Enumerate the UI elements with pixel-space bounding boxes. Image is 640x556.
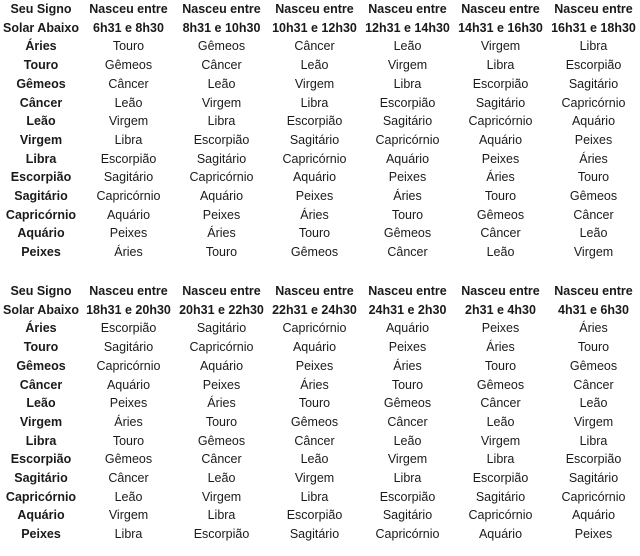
ascendant-cell: Virgem bbox=[480, 39, 521, 54]
header-sign-label: Seu Signo bbox=[10, 284, 72, 298]
ascendant-cell: Aquário bbox=[385, 151, 430, 166]
table-row bbox=[0, 432, 640, 451]
table-row bbox=[0, 131, 640, 150]
ascendant-cell: Sagitário bbox=[568, 471, 619, 486]
ascendant-cell: Áries bbox=[579, 321, 608, 336]
header-prefix: Nasceu entre bbox=[182, 2, 261, 16]
header-prefix: Nasceu entre bbox=[275, 284, 354, 298]
ascendant-cell: Capricórnio bbox=[282, 321, 347, 336]
ascendant-cell: Aquário bbox=[106, 377, 151, 392]
header-prefix: Nasceu entre bbox=[368, 2, 447, 16]
ascendant-cell: Áries bbox=[207, 396, 236, 411]
ascendant-cell: Aquário bbox=[571, 114, 616, 129]
ascendant-cell: Libra bbox=[207, 114, 236, 129]
header-row-1 bbox=[0, 282, 640, 301]
header-prefix: Nasceu entre bbox=[89, 284, 168, 298]
ascendant-cell: Gêmeos bbox=[383, 396, 432, 411]
ascendant-cell: Câncer bbox=[480, 226, 521, 241]
header-prefix: Nasceu entre bbox=[461, 284, 540, 298]
table-row bbox=[0, 56, 640, 75]
ascendant-cell: Escorpião bbox=[100, 151, 157, 166]
ascendant-cell: Escorpião bbox=[286, 114, 343, 129]
header-row-2 bbox=[0, 301, 640, 320]
ascendant-cell: Peixes bbox=[388, 170, 427, 185]
header-time-range: 8h31 e 10h30 bbox=[182, 20, 261, 35]
ascendant-cell: Aquário bbox=[106, 207, 151, 222]
ascendant-cell: Sagitário bbox=[568, 76, 619, 91]
ascendant-cell: Virgem bbox=[294, 76, 335, 91]
table-row bbox=[0, 168, 640, 187]
ascendant-cell: Touro bbox=[391, 207, 424, 222]
ascendant-cell: Leão bbox=[114, 489, 143, 504]
ascendant-cell: Touro bbox=[484, 358, 517, 373]
ascendant-cell: Virgem bbox=[201, 489, 242, 504]
ascendant-cell: Leão bbox=[579, 396, 608, 411]
ascendant-cell: Escorpião bbox=[193, 132, 250, 147]
ascendant-cell: Peixes bbox=[295, 189, 334, 204]
ascendant-cell: Libra bbox=[393, 76, 422, 91]
ascendant-cell: Gêmeos bbox=[197, 39, 246, 54]
ascendant-cell: Aquário bbox=[385, 321, 430, 336]
ascendant-cell: Gêmeos bbox=[290, 245, 339, 260]
ascendant-cell: Peixes bbox=[109, 226, 148, 241]
ascendant-cell: Escorpião bbox=[193, 527, 250, 542]
ascendant-cell: Câncer bbox=[573, 377, 614, 392]
ascendant-cell: Virgem bbox=[480, 433, 521, 448]
table-row bbox=[0, 338, 640, 357]
ascendant-cell: Leão bbox=[579, 226, 608, 241]
ascendant-cell: Leão bbox=[393, 39, 422, 54]
table-body-bottom bbox=[0, 319, 640, 543]
table-row bbox=[0, 206, 640, 225]
sun-sign-cell: Câncer bbox=[19, 95, 63, 110]
ascendant-cell: Leão bbox=[114, 95, 143, 110]
ascendant-cell: Touro bbox=[112, 433, 145, 448]
ascendant-cell: Peixes bbox=[202, 377, 241, 392]
ascendant-cell: Aquário bbox=[478, 132, 523, 147]
table-row bbox=[0, 243, 640, 262]
ascendant-cell: Peixes bbox=[574, 132, 613, 147]
ascendant-cell: Gêmeos bbox=[569, 189, 618, 204]
table-row bbox=[0, 187, 640, 206]
ascendant-cell: Virgem bbox=[387, 58, 428, 73]
ascendant-cell: Sagitário bbox=[382, 508, 433, 523]
ascendant-cell: Libra bbox=[486, 58, 515, 73]
sun-sign-cell: Capricórnio bbox=[5, 207, 77, 222]
ascendant-cell: Virgem bbox=[108, 114, 149, 129]
sun-sign-cell: Libra bbox=[25, 433, 57, 448]
ascendant-cell: Peixes bbox=[481, 321, 520, 336]
ascendant-cell: Capricórnio bbox=[96, 358, 161, 373]
table-row bbox=[0, 376, 640, 395]
ascendant-cell: Aquário bbox=[199, 358, 244, 373]
ascendant-cell: Libra bbox=[393, 471, 422, 486]
ascendant-cell: Câncer bbox=[480, 396, 521, 411]
ascendant-cell: Gêmeos bbox=[197, 433, 246, 448]
table-row bbox=[0, 394, 640, 413]
table-row bbox=[0, 37, 640, 56]
ascendant-cell: Sagitário bbox=[103, 340, 154, 355]
ascendant-cell: Câncer bbox=[201, 452, 242, 467]
ascendant-cell: Escorpião bbox=[565, 452, 622, 467]
table-row bbox=[0, 450, 640, 469]
ascendant-cell: Áries bbox=[486, 170, 515, 185]
ascendant-cell: Touro bbox=[298, 226, 331, 241]
ascendant-cell: Áries bbox=[207, 226, 236, 241]
ascendant-cell: Peixes bbox=[574, 527, 613, 542]
sun-sign-cell: Áries bbox=[25, 321, 57, 336]
ascendant-cell: Libra bbox=[300, 489, 329, 504]
sun-sign-cell: Sagitário bbox=[14, 471, 68, 486]
ascendant-cell: Câncer bbox=[294, 433, 335, 448]
ascendant-cell: Virgem bbox=[573, 414, 614, 429]
ascendant-cell: Gêmeos bbox=[104, 452, 153, 467]
ascendant-cell: Áries bbox=[579, 151, 608, 166]
sun-sign-cell: Peixes bbox=[21, 245, 61, 260]
header-time-range: 10h31 e 12h30 bbox=[272, 20, 357, 35]
ascendant-cell: Libra bbox=[579, 39, 608, 54]
ascendant-cell: Peixes bbox=[202, 207, 241, 222]
ascendant-cell: Touro bbox=[577, 170, 610, 185]
header-time-range: 2h31 e 4h30 bbox=[465, 302, 536, 317]
ascendant-cell: Leão bbox=[300, 452, 329, 467]
ascendant-cell: Libra bbox=[486, 452, 515, 467]
ascendant-cell: Leão bbox=[393, 433, 422, 448]
ascendant-table-bottom bbox=[0, 282, 640, 544]
ascendant-cell: Sagitário bbox=[196, 321, 247, 336]
header-sign-sublabel: Solar Abaixo bbox=[3, 302, 79, 317]
ascendant-cell: Virgem bbox=[387, 452, 428, 467]
ascendant-cell: Capricórnio bbox=[561, 489, 626, 504]
ascendant-cell: Câncer bbox=[294, 39, 335, 54]
sun-sign-cell: Escorpião bbox=[10, 170, 72, 185]
table-row bbox=[0, 94, 640, 113]
ascendant-cell: Capricórnio bbox=[96, 189, 161, 204]
ascendant-cell: Câncer bbox=[387, 414, 428, 429]
header-time-range: 16h31 e 18h30 bbox=[551, 20, 636, 35]
header-prefix: Nasceu entre bbox=[554, 2, 633, 16]
sun-sign-cell: Touro bbox=[23, 58, 59, 73]
ascendant-cell: Sagitário bbox=[103, 170, 154, 185]
ascendant-cell: Gêmeos bbox=[383, 226, 432, 241]
ascendant-cell: Capricórnio bbox=[468, 508, 533, 523]
table-row bbox=[0, 469, 640, 488]
sun-sign-cell: Capricórnio bbox=[5, 489, 77, 504]
ascendant-cell: Touro bbox=[112, 39, 145, 54]
ascendant-cell: Aquário bbox=[292, 170, 337, 185]
ascendant-cell: Virgem bbox=[294, 471, 335, 486]
ascendant-cell: Câncer bbox=[573, 207, 614, 222]
table-row bbox=[0, 357, 640, 376]
ascendant-cell: Leão bbox=[486, 414, 515, 429]
ascendant-cell: Leão bbox=[207, 76, 236, 91]
ascendant-cell: Escorpião bbox=[286, 508, 343, 523]
header-time-range: 20h31 e 22h30 bbox=[179, 302, 264, 317]
table-body-top bbox=[0, 37, 640, 261]
ascendant-cell: Escorpião bbox=[472, 471, 529, 486]
table-row bbox=[0, 506, 640, 525]
sun-sign-cell: Aquário bbox=[17, 226, 65, 241]
ascendant-cell: Touro bbox=[484, 189, 517, 204]
ascendant-cell: Capricórnio bbox=[189, 170, 254, 185]
ascendant-cell: Peixes bbox=[388, 340, 427, 355]
header-prefix: Nasceu entre bbox=[275, 2, 354, 16]
table-row bbox=[0, 75, 640, 94]
header-time-range: 24h31 e 2h30 bbox=[368, 302, 447, 317]
ascendant-cell: Capricórnio bbox=[189, 340, 254, 355]
sun-sign-cell: Aquário bbox=[17, 508, 65, 523]
header-time-range: 18h31 e 20h30 bbox=[86, 302, 171, 317]
ascendant-cell: Áries bbox=[114, 245, 143, 260]
ascendant-cell: Libra bbox=[579, 433, 608, 448]
ascendant-cell: Capricórnio bbox=[375, 132, 440, 147]
ascendant-cell: Virgem bbox=[201, 95, 242, 110]
header-row-1 bbox=[0, 0, 640, 19]
ascendant-cell: Escorpião bbox=[379, 95, 436, 110]
ascendant-cell: Escorpião bbox=[565, 58, 622, 73]
ascendant-cell: Escorpião bbox=[472, 76, 529, 91]
table-row bbox=[0, 488, 640, 507]
header-time-range: 12h31 e 14h30 bbox=[365, 20, 450, 35]
ascendant-cell: Libra bbox=[207, 508, 236, 523]
sun-sign-cell: Sagitário bbox=[14, 189, 68, 204]
ascendant-cell: Leão bbox=[486, 245, 515, 260]
sun-sign-cell: Áries bbox=[25, 39, 57, 54]
ascendant-cell: Gêmeos bbox=[476, 377, 525, 392]
ascendant-cell: Peixes bbox=[481, 151, 520, 166]
ascendant-cell: Áries bbox=[393, 358, 422, 373]
ascendant-cell: Touro bbox=[391, 377, 424, 392]
ascendant-cell: Câncer bbox=[108, 76, 149, 91]
ascendant-cell: Touro bbox=[205, 414, 238, 429]
ascendant-cell: Áries bbox=[486, 340, 515, 355]
sun-sign-cell: Libra bbox=[25, 151, 57, 166]
sun-sign-cell: Escorpião bbox=[10, 452, 72, 467]
header-prefix: Nasceu entre bbox=[461, 2, 540, 16]
ascendant-table-top bbox=[0, 0, 640, 262]
ascendant-cell: Sagitário bbox=[382, 114, 433, 129]
ascendant-cell: Capricórnio bbox=[375, 527, 440, 542]
ascendant-cell: Peixes bbox=[295, 358, 334, 373]
ascendant-cell: Escorpião bbox=[100, 321, 157, 336]
ascendant-cell: Touro bbox=[298, 396, 331, 411]
ascendant-cell: Sagitário bbox=[196, 151, 247, 166]
ascendant-cell: Capricórnio bbox=[468, 114, 533, 129]
ascendant-cell: Leão bbox=[300, 58, 329, 73]
sun-sign-cell: Gêmeos bbox=[16, 358, 66, 373]
ascendant-cell: Áries bbox=[114, 414, 143, 429]
ascendant-cell: Leão bbox=[207, 471, 236, 486]
ascendant-cell: Câncer bbox=[201, 58, 242, 73]
ascendant-cell: Sagitário bbox=[289, 132, 340, 147]
ascendant-cell: Libra bbox=[300, 95, 329, 110]
ascendant-cell: Áries bbox=[393, 189, 422, 204]
header-time-range: 4h31 e 6h30 bbox=[558, 302, 629, 317]
table-row bbox=[0, 413, 640, 432]
header-time-range: 14h31 e 16h30 bbox=[458, 20, 543, 35]
table-row bbox=[0, 150, 640, 169]
ascendant-cell: Câncer bbox=[108, 471, 149, 486]
ascendant-cell: Gêmeos bbox=[476, 207, 525, 222]
sun-sign-cell: Peixes bbox=[21, 527, 61, 542]
sun-sign-cell: Leão bbox=[26, 396, 56, 411]
ascendant-cell: Sagitário bbox=[475, 489, 526, 504]
ascendant-cell: Capricórnio bbox=[561, 95, 626, 110]
ascendant-cell: Aquário bbox=[292, 340, 337, 355]
sun-sign-cell: Leão bbox=[26, 114, 56, 129]
ascendant-cell: Escorpião bbox=[379, 489, 436, 504]
sun-sign-cell: Touro bbox=[23, 340, 59, 355]
header-time-range: 22h31 e 24h30 bbox=[272, 302, 357, 317]
ascendant-cell: Libra bbox=[114, 132, 143, 147]
header-prefix: Nasceu entre bbox=[554, 284, 633, 298]
ascendant-cell: Touro bbox=[205, 245, 238, 260]
header-prefix: Nasceu entre bbox=[182, 284, 261, 298]
ascendant-cell: Sagitário bbox=[475, 95, 526, 110]
sun-sign-cell: Câncer bbox=[19, 377, 63, 392]
table-row bbox=[0, 319, 640, 338]
header-sign-sublabel: Solar Abaixo bbox=[3, 20, 79, 35]
ascendant-cell: Peixes bbox=[109, 396, 148, 411]
header-sign-label: Seu Signo bbox=[10, 2, 72, 16]
ascendant-cell: Sagitário bbox=[289, 527, 340, 542]
ascendant-cell: Capricórnio bbox=[282, 151, 347, 166]
ascendant-cell: Câncer bbox=[387, 245, 428, 260]
ascendant-cell: Gêmeos bbox=[104, 58, 153, 73]
ascendant-cell: Libra bbox=[114, 527, 143, 542]
sun-sign-cell: Virgem bbox=[19, 132, 63, 147]
table-row bbox=[0, 525, 640, 544]
ascendant-cell: Virgem bbox=[573, 245, 614, 260]
ascendant-cell: Aquário bbox=[199, 189, 244, 204]
sun-sign-cell: Virgem bbox=[19, 414, 63, 429]
table-row bbox=[0, 224, 640, 243]
header-time-range: 6h31 e 8h30 bbox=[93, 20, 164, 35]
table-row bbox=[0, 112, 640, 131]
ascendant-cell: Aquário bbox=[571, 508, 616, 523]
ascendant-cell: Áries bbox=[300, 377, 329, 392]
ascendant-cell: Aquário bbox=[478, 527, 523, 542]
header-prefix: Nasceu entre bbox=[368, 284, 447, 298]
ascendant-cell: Touro bbox=[577, 340, 610, 355]
header-prefix: Nasceu entre bbox=[89, 2, 168, 16]
ascendant-cell: Gêmeos bbox=[290, 414, 339, 429]
ascendant-cell: Gêmeos bbox=[569, 358, 618, 373]
ascendant-cell: Áries bbox=[300, 207, 329, 222]
ascendant-cell: Virgem bbox=[108, 508, 149, 523]
sun-sign-cell: Gêmeos bbox=[16, 76, 66, 91]
header-row-2 bbox=[0, 19, 640, 38]
